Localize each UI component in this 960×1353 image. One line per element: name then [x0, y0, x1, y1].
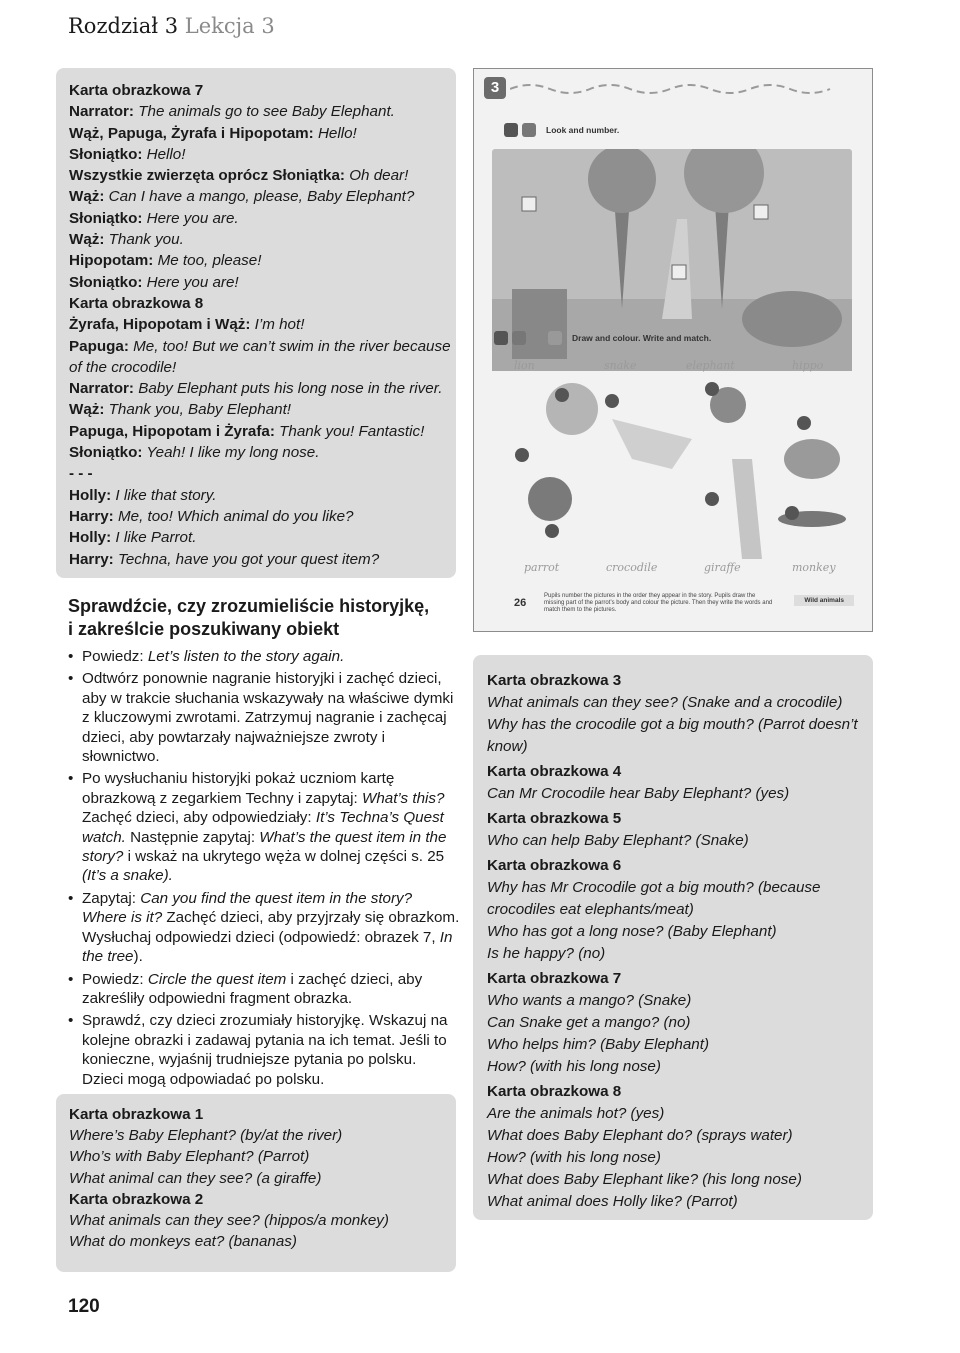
- story-line: [69, 293, 456, 314]
- dialogue-text: Techna, have you got your quest item?: [113, 550, 380, 568]
- story-line: [69, 272, 456, 293]
- dialogue-text: Me, too! Which animal do you like?: [113, 507, 354, 525]
- speaker-label: Narrator:: [69, 380, 134, 398]
- card-question: What animal can they see? (a giraffe): [69, 1169, 322, 1187]
- english-phrase: (It’s a snake).: [82, 867, 173, 885]
- lesson-label: Lekcja 3: [184, 14, 275, 38]
- decorative-wave: [510, 75, 840, 99]
- workbook-page-number: 26: [514, 597, 527, 609]
- story-line: [69, 101, 456, 122]
- animals-illustration: [492, 379, 852, 559]
- card-question: Where’s Baby Elephant? (by/at the river): [69, 1127, 343, 1145]
- page-number: 120: [68, 1296, 100, 1317]
- story-line: [69, 336, 456, 379]
- instruction-text: Sprawdź, czy dzieci zrozumiały historyjkę. Wskazuj na kolejne obrazki i zadawaj pytania na ich temat. Jeśli to konieczne, wyjaśnij trudniejsze pytania po polsku. Dzieci mogą odpowiadać po polsku.: [82, 1012, 448, 1088]
- speaker-label: Papuga:: [69, 337, 129, 355]
- instruction-text: Powiedz:: [82, 970, 148, 988]
- workbook-lesson-number: 3: [484, 77, 506, 99]
- story-line: [69, 314, 456, 335]
- instruction-text: i wskaż na ukrytego węża w dolnej części s. 25: [123, 848, 445, 866]
- story-line: [69, 527, 456, 548]
- story-line: [69, 549, 456, 570]
- card-question: Can Snake get a mango? (no): [487, 1014, 691, 1031]
- card-heading: Karta obrazkowa 4: [487, 763, 622, 780]
- speaker-label: Słoniątko:: [69, 444, 143, 462]
- crayon-icon: [512, 331, 526, 345]
- word-lion: lion: [514, 359, 535, 372]
- story-line: [69, 208, 456, 229]
- dialogue-text: Me too, please!: [153, 252, 262, 270]
- instruction-item: [68, 889, 460, 967]
- dialogue-text: Me, too! But we can’t swim in the river because of the crocodile!: [69, 337, 451, 376]
- card-question: What animal does Holly like? (Parrot): [487, 1193, 738, 1210]
- speaker-label: Harry:: [69, 550, 114, 568]
- instruction-text: Zachęć dzieci, aby odpowiedziały:: [82, 809, 316, 827]
- speaker-label: Słoniątko:: [69, 209, 143, 227]
- dialogue-text: Can I have a mango, please, Baby Elephant?: [104, 188, 415, 206]
- story-line: [69, 506, 456, 527]
- dialogue-text: I like that story.: [111, 486, 217, 504]
- picture-card-questions-left: [56, 1094, 456, 1272]
- speaker-label: Papuga, Hipopotam i Żyrafa:: [69, 422, 275, 440]
- story-line: [69, 80, 456, 101]
- page-header: [68, 14, 275, 38]
- section-title-line2: i zakreślcie poszukiwany obiekt: [68, 619, 340, 639]
- speaker-label: Słoniątko:: [69, 145, 143, 163]
- english-phrase: What’s this?: [361, 789, 445, 807]
- dialogue-text: Hello!: [142, 145, 186, 163]
- instruction-item: [68, 970, 460, 1009]
- story-line: [69, 442, 456, 463]
- speaker-label: Hipopotam:: [69, 252, 154, 270]
- dialogue-text: Thank you, Baby Elephant!: [104, 401, 292, 419]
- instruction-item: [68, 769, 460, 885]
- workbook-unit-label: Wild animals: [794, 595, 854, 606]
- card-question: Why has the crocodile got a big mouth? (Parrot doesn’t know): [487, 716, 858, 755]
- story-line: [69, 165, 456, 186]
- speaker-label: Wąż:: [69, 188, 105, 206]
- pencil-icon: [494, 331, 508, 345]
- workbook-page-thumbnail: [473, 68, 873, 632]
- word-hippo: hippo: [792, 359, 824, 372]
- card-question: What does Baby Elephant like? (his long nose): [487, 1171, 802, 1188]
- story-line: [69, 463, 456, 484]
- section-title: [68, 595, 429, 641]
- match-icon: [548, 331, 562, 345]
- card-question: How? (with his long nose): [487, 1058, 661, 1075]
- instruction-text: Po wysłuchaniu historyjki pokaż uczniom kartę obrazkową z zegarkiem Techny i zapytaj:: [82, 770, 395, 807]
- english-phrase: Circle the quest item: [147, 970, 287, 988]
- dialogue-text: Oh dear!: [345, 167, 409, 185]
- dialogue-text: Here you are.: [142, 209, 239, 227]
- story-line: [69, 378, 456, 399]
- word-giraffe: giraffe: [704, 561, 741, 574]
- story-script-box: [56, 68, 456, 578]
- dialogue-text: Here you are!: [142, 273, 239, 291]
- story-line: [69, 399, 456, 420]
- task1-instruction: Look and number.: [546, 125, 620, 135]
- card-question: Who wants a mango? (Snake): [487, 992, 692, 1009]
- pencil-icon: [522, 123, 536, 137]
- card-question: How? (with his long nose): [487, 1149, 661, 1166]
- dialogue-text: The animals go to see Baby Elephant.: [134, 103, 395, 121]
- dialogue-text: Baby Elephant puts his long nose in the river.: [134, 380, 443, 398]
- story-line: [69, 123, 456, 144]
- section-title-line1: Sprawdźcie, czy zrozumieliście historyjkę,: [68, 596, 430, 616]
- speaker-label: Narrator:: [69, 103, 134, 121]
- card-question: What animals can they see? (Snake and a crocodile): [487, 694, 843, 711]
- card-heading: Karta obrazkowa 3: [487, 672, 622, 689]
- english-phrase: Let’s listen to the story again.: [147, 648, 345, 665]
- dialogue-text: Hello!: [313, 124, 357, 142]
- instruction-text: Zachęć dzieci, aby przyjrzały się obrazkom. Wysłuchaj odpowiedzi dzieci (odpowiedź: obrazek 7,: [82, 909, 460, 946]
- story-line: [69, 144, 456, 165]
- card-question: Who can help Baby Elephant? (Snake): [487, 832, 749, 849]
- task2-instruction: Draw and colour. Write and match.: [572, 333, 712, 343]
- card-question: Is he happy? (no): [487, 945, 606, 962]
- dialogue-text: I like Parrot.: [111, 529, 197, 547]
- instruction-item: [68, 647, 460, 666]
- card-heading: Karta obrazkowa 1: [69, 1106, 204, 1123]
- speaker-label: Karta obrazkowa 8: [69, 294, 204, 312]
- card-heading: Karta obrazkowa 6: [487, 857, 622, 874]
- eye-icon: [504, 123, 518, 137]
- word-monkey: monkey: [792, 561, 836, 574]
- english-phrase: In the tree: [82, 928, 453, 966]
- card-question: Can Mr Crocodile hear Baby Elephant? (yes): [487, 785, 790, 802]
- card-question: What do monkeys eat? (bananas): [69, 1233, 297, 1251]
- speaker-label: Wszystkie zwierzęta oprócz Słoniątka:: [69, 167, 345, 185]
- card-question: Who helps him? (Baby Elephant): [487, 1036, 710, 1053]
- speaker-label: - - -: [69, 465, 93, 483]
- card-question: What animals can they see? (hippos/a monkey): [69, 1212, 389, 1230]
- instruction-text: Zapytaj:: [82, 889, 141, 907]
- speaker-label: Wąż, Papuga, Żyrafa i Hipopotam:: [69, 124, 314, 142]
- speaker-label: Holly:: [69, 529, 112, 547]
- workbook-footer-instructions: Pupils number the pictures in the order they appear in the story. Pupils draw the missing part of the parrot’s body and colour the picture. Then they write the words and match them to the pictures.: [544, 593, 773, 613]
- instruction-text: ).: [133, 948, 143, 966]
- card-question: Are the animals hot? (yes): [487, 1105, 665, 1122]
- story-line: [69, 485, 456, 506]
- picture-card-questions-right: [473, 655, 873, 1220]
- dialogue-text: Yeah! I like my long nose.: [142, 444, 320, 462]
- word-crocodile: crocodile: [606, 561, 658, 574]
- card-heading: Karta obrazkowa 5: [487, 810, 622, 827]
- word-parrot: parrot: [524, 561, 560, 574]
- speaker-label: Harry:: [69, 507, 114, 525]
- card-question: Why has Mr Crocodile got a big mouth? (because crocodiles eat elephants/meat): [487, 879, 821, 918]
- speaker-label: Żyrafa, Hipopotam i Wąż:: [69, 316, 251, 334]
- speaker-label: Karta obrazkowa 7: [69, 82, 204, 99]
- speaker-label: Słoniątko:: [69, 273, 143, 291]
- instruction-text: i zachęć dzieci, aby zakreśliły odpowiedni fragment obrazka.: [82, 970, 423, 1007]
- card-heading: Karta obrazkowa 8: [487, 1083, 622, 1100]
- story-line: [69, 421, 456, 442]
- card-heading: Karta obrazkowa 7: [487, 970, 622, 987]
- word-snake: snake: [604, 359, 637, 372]
- english-phrase: Can you find the quest item in the story? Where is it?: [82, 889, 413, 927]
- dialogue-text: Thank you.: [104, 231, 184, 249]
- speaker-label: Wąż:: [69, 231, 105, 249]
- story-line: [69, 186, 456, 207]
- story-line: [69, 229, 456, 250]
- word-elephant: elephant: [686, 359, 735, 372]
- english-phrase: It’s Techna’s Quest watch.: [82, 809, 444, 846]
- speaker-label: Wąż:: [69, 401, 105, 419]
- story-line: [69, 250, 456, 271]
- card-question: Who has got a long nose? (Baby Elephant): [487, 923, 777, 940]
- instruction-text: Powiedz:: [82, 648, 148, 665]
- instructions-list: [68, 647, 460, 1092]
- dialogue-text: Thank you! Fantastic!: [274, 422, 425, 440]
- card-heading: Karta obrazkowa 2: [69, 1190, 204, 1208]
- instruction-item: [68, 1011, 460, 1089]
- dialogue-text: I’m hot!: [250, 316, 305, 334]
- instruction-item: [68, 669, 460, 766]
- card-question: Who’s with Baby Elephant? (Parrot): [69, 1148, 310, 1166]
- chapter-label: Rozdział 3: [68, 14, 179, 38]
- speaker-label: Holly:: [69, 486, 112, 504]
- instruction-text: Odtwórz ponownie nagranie historyjki i zachęć dzieci, aby w trakcie słuchania wskazywały na właściwe dymki z kluczowymi zwrotami. Zatrzymuj nagranie i zachęcaj dzieci, aby powtarzały najważniejsze zwroty i słownictwo.: [82, 670, 454, 766]
- english-phrase: What’s the quest item in the story?: [82, 828, 447, 866]
- card-question: What does Baby Elephant do? (sprays water): [487, 1127, 793, 1144]
- abc-icon: [530, 331, 544, 345]
- instruction-text: Następnie zapytaj:: [125, 828, 260, 846]
